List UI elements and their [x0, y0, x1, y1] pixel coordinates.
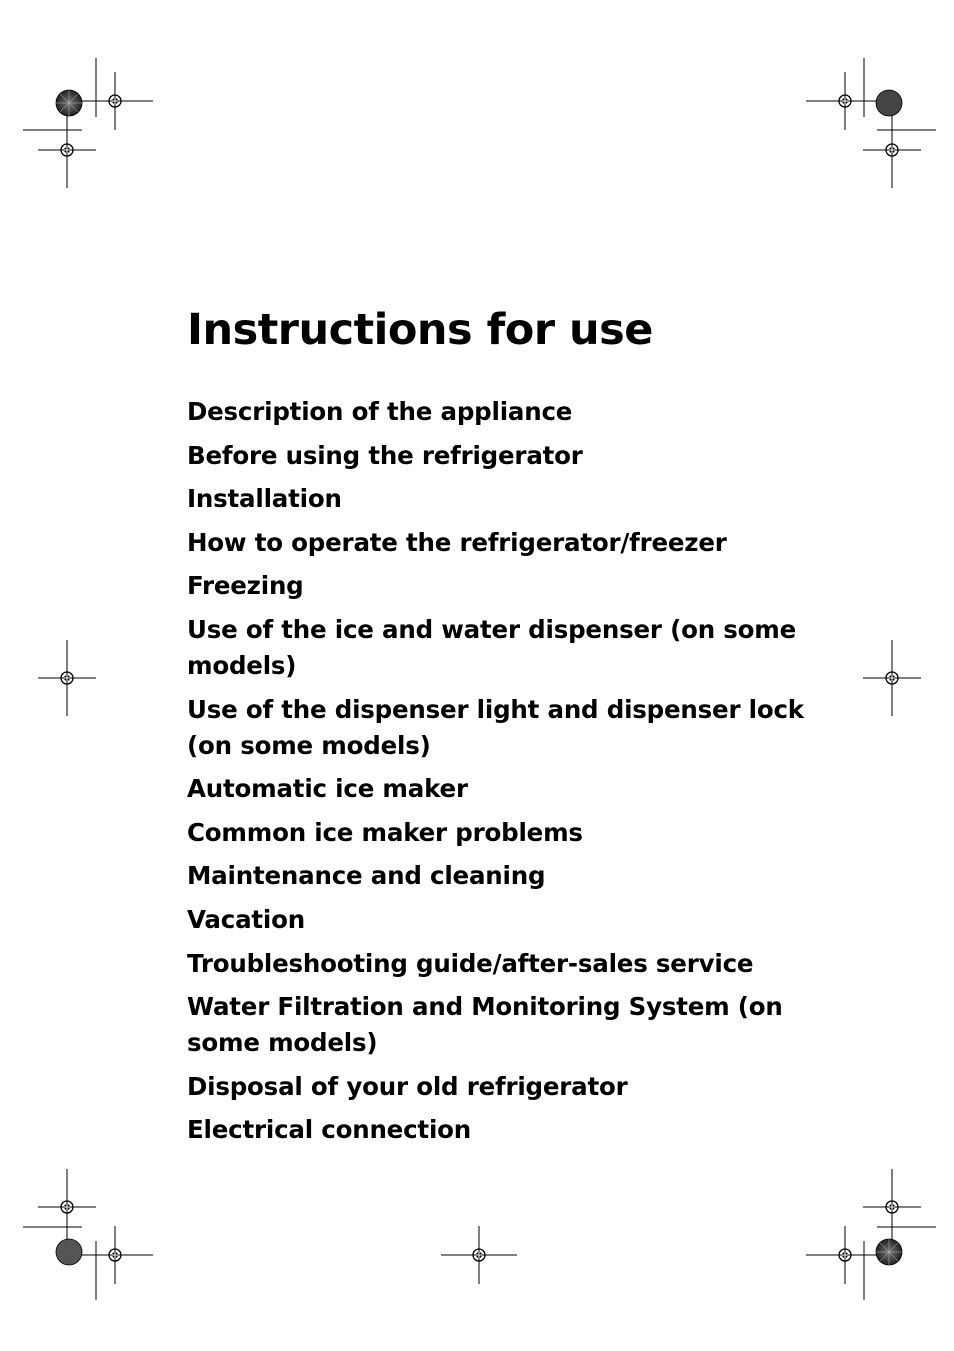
- toc-item-freezing: Freezing: [187, 571, 304, 601]
- toc-item-vacation: Vacation: [187, 904, 305, 934]
- toc-item-dispenser-light-lock: Use of the dispenser light and dispenser lock (on some models): [187, 694, 804, 760]
- toc-item-troubleshooting: Troubleshooting guide/after-sales service: [187, 948, 754, 978]
- table-of-contents: [187, 394, 807, 1156]
- toc-item-installation: Installation: [187, 484, 342, 514]
- toc-item-electrical-connection: Electrical connection: [187, 1115, 472, 1145]
- toc-item-automatic-ice-maker: Automatic ice maker: [187, 774, 468, 804]
- toc-item-ice-water-dispenser: Use of the ice and water dispenser (on some models): [187, 614, 797, 680]
- toc-item-how-to-operate: How to operate the refrigerator/freezer: [187, 527, 727, 557]
- page-title: Instructions for use: [187, 305, 653, 355]
- toc-item-ice-maker-problems: Common ice maker problems: [187, 817, 583, 847]
- toc-item-disposal: Disposal of your old refrigerator: [187, 1071, 628, 1101]
- toc-item-water-filtration: Water Filtration and Monitoring System (on some models): [187, 992, 783, 1058]
- toc-item-description: Description of the appliance: [187, 397, 573, 426]
- toc-item-maintenance: Maintenance and cleaning: [187, 861, 546, 891]
- toc-item-before-using: Before using the refrigerator: [187, 440, 583, 470]
